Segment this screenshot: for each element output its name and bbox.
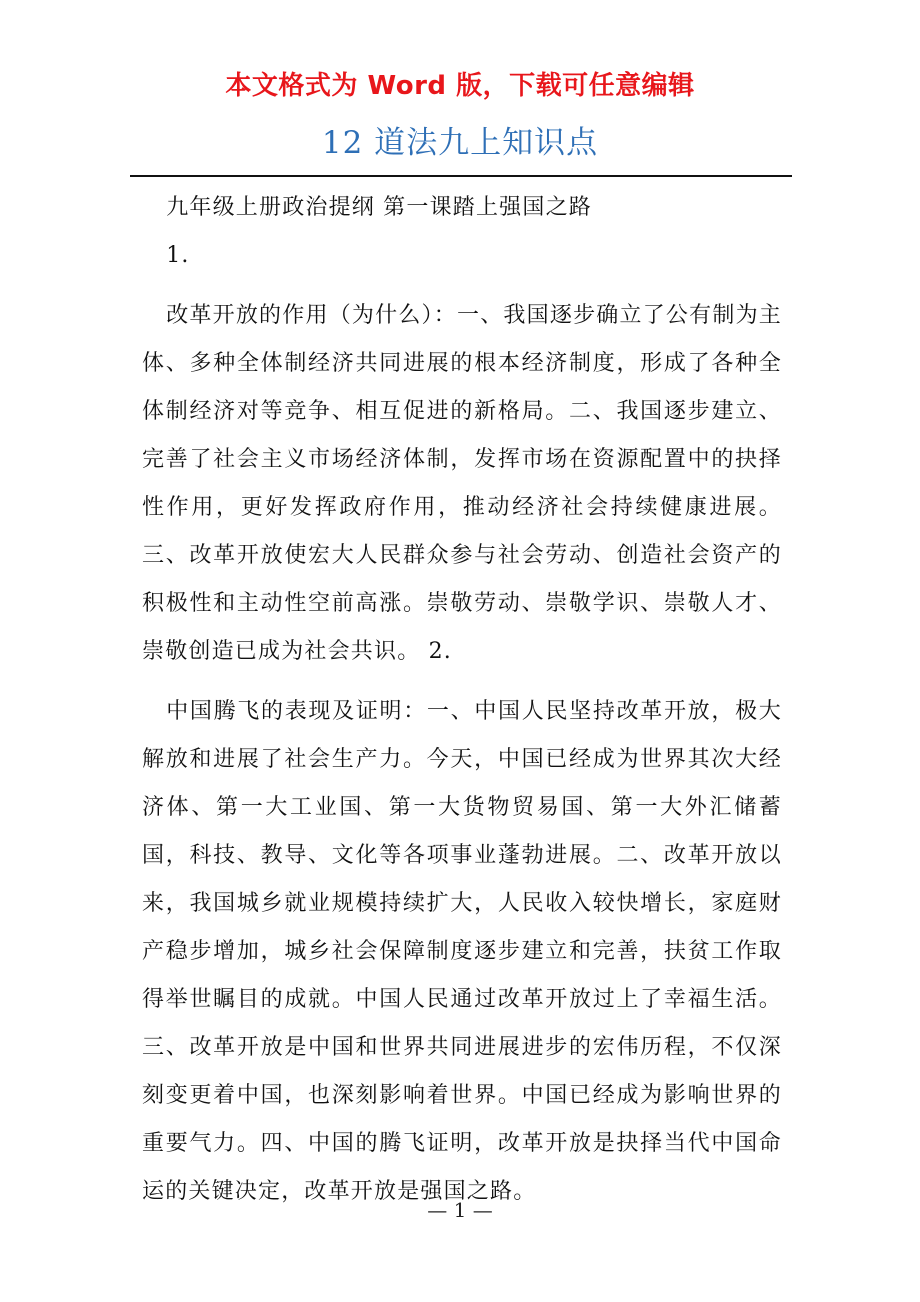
item-number: 1. (166, 243, 190, 268)
title-divider (130, 175, 792, 177)
page-number: — 1 — (427, 1198, 493, 1222)
outline-heading: 九年级上册政治提纲 第一课踏上强国之路 (166, 195, 592, 220)
paragraph-china-rise: 中国腾飞的表现及证明：一、中国人民坚持改革开放，极大解放和进展了社会生产力。今天，中国已经成为世界其次大经济体、第一大工业国、第一大货物贸易国、第一大外汇储蓄国，科技、教导、文化等各项事业蓬勃进展。二、改革开放以来，我国城乡就业规模持续扩大，人民收入较快增长，家庭财产稳步增加，城乡社会保障制度逐步建立和完善，扶贫工作取得举世瞩目的成就。中国人民通过改革开放过上了幸福生活。三、改革开放是中国和世界共同进展进步的宏伟历程，不仅深刻变更着中国，也深刻影响着世界。中国已经成为影响世界的重要气力。四、中国的腾飞证明，改革开放是抉择当代中国命运的关键决定，改革开放是强国之路。 (142, 699, 782, 1204)
document-body (142, 184, 782, 1216)
document-title: 12 道法九上知识点 (321, 125, 599, 161)
format-notice-banner: 本文格式为 Word 版，下载可任意编辑 (225, 71, 695, 101)
paragraph-reform-effects: 改革开放的作用（为什么）：一、我国逐步确立了公有制为主体、多种全体制经济共同进展的根本经济制度，形成了各种全体制经济对等竞争、相互促进的新格局。二、我国逐步建立、完善了社会主义市场经济体制，发挥市场在资源配置中的抉择性作用，更好发挥政府作用，推动经济社会持续健康进展。三、改革开放使宏大人民群众参与社会劳动、创造社会资产的积极性和主动性空前高涨。崇敬劳动、崇敬学识、崇敬人才、崇敬创造已成为社会共识。 2. (142, 303, 782, 664)
